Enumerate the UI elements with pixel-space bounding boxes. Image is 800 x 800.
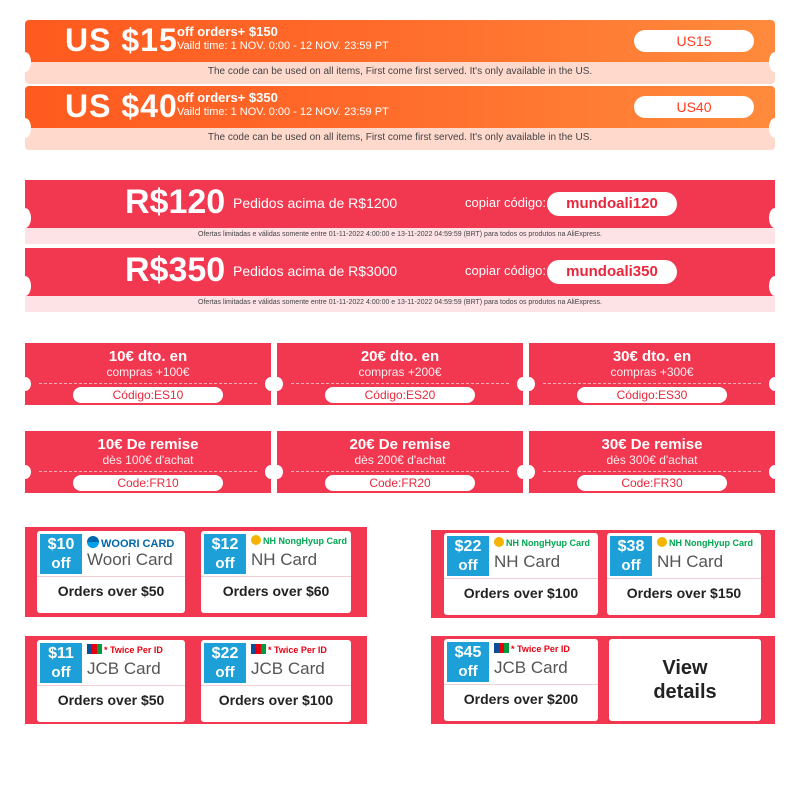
us-coupon-header — [25, 20, 775, 62]
coupon-subtitle: dès 200€ d'achat — [354, 453, 446, 467]
ticket-notch — [277, 377, 283, 391]
coupon-title: 30€ dto. en — [612, 348, 692, 365]
es-coupon-30 — [529, 343, 775, 405]
coupon-condition: off orders+ $150 — [177, 24, 278, 39]
divider — [291, 383, 509, 384]
coupon-code-button[interactable]: Código:ES10 — [73, 387, 223, 403]
logo-text: * Twice Per ID — [104, 645, 163, 655]
discount-badge — [447, 642, 489, 682]
jcb-logo-icon — [494, 643, 509, 653]
discount-badge — [40, 643, 82, 683]
card-coupon-group-jcb-2 — [431, 636, 775, 724]
coupon-note: The code can be used on all items, First come first served. It's only available in the US. — [207, 66, 593, 77]
orders-threshold: Orders over $50 — [57, 692, 165, 708]
br-coupon-350 — [25, 248, 775, 312]
card-coupon-header — [37, 640, 185, 686]
badge-amount: $10 — [47, 536, 75, 553]
orders-threshold: Orders over $60 — [222, 583, 330, 599]
logo-text: NH NongHyup Card — [506, 538, 590, 548]
woori-card-logo — [87, 536, 174, 550]
coupon-subtitle: compras +300€ — [610, 365, 694, 379]
us-coupon-40 — [25, 86, 775, 150]
card-coupon-header — [444, 639, 598, 685]
card-coupon-jcb-22[interactable] — [201, 640, 351, 722]
logo-text: * Twice Per ID — [268, 645, 327, 655]
card-coupon-nh-38[interactable] — [607, 533, 761, 615]
coupon-amount: US $40 — [65, 88, 178, 124]
badge-off: off — [458, 663, 478, 680]
coupon-code-button[interactable]: US15 — [634, 30, 754, 52]
logo-text: WOORI CARD — [101, 538, 175, 550]
card-coupon-header — [201, 531, 351, 577]
card-name: JCB Card — [494, 658, 568, 677]
coupon-note: Ofertas limitadas e válidas somente entre 01-11-2022 4:00:00 e 13-11-2022 04:59:59 (BRT) para todos os produtos na AliExpress. — [198, 299, 602, 306]
divider — [39, 383, 257, 384]
nh-card-logo — [251, 535, 347, 546]
nh-logo-icon — [494, 537, 504, 547]
coupon-title: 20€ De remise — [349, 436, 451, 453]
view-details-button[interactable] — [609, 639, 761, 721]
coupon-code-button[interactable]: mundoali120 — [547, 192, 677, 216]
es-coupon-10 — [25, 343, 271, 405]
coupon-condition: off orders+ $350 — [177, 90, 278, 105]
card-name: NH Card — [251, 550, 318, 569]
coupon-title: 20€ dto. en — [360, 348, 440, 365]
jcb-logo-icon — [251, 644, 266, 654]
us-coupon-header — [25, 86, 775, 128]
badge-amount: $22 — [211, 645, 239, 662]
jcb-card-logo — [251, 644, 327, 655]
ticket-notch — [529, 377, 535, 391]
badge-amount: $11 — [48, 645, 74, 662]
copy-code-label: copiar código: — [465, 195, 546, 210]
divider — [543, 471, 761, 472]
jcb-card-logo — [494, 643, 570, 654]
badge-amount: $38 — [617, 538, 645, 555]
br-coupon-120 — [25, 180, 775, 244]
coupon-title: 10€ dto. en — [108, 348, 188, 365]
badge-off: off — [458, 557, 478, 574]
nh-logo-icon — [251, 535, 261, 545]
card-name: NH Card — [494, 552, 561, 571]
card-coupon-header — [37, 531, 185, 577]
divider — [39, 471, 257, 472]
card-name: Woori Card — [87, 550, 173, 569]
coupon-code-button[interactable]: US40 — [634, 96, 754, 118]
card-name: JCB Card — [87, 659, 161, 678]
nh-logo-icon — [657, 537, 667, 547]
orders-threshold: Orders over $150 — [626, 585, 742, 601]
logo-text: NH NongHyup Card — [669, 538, 753, 548]
coupon-subtitle: compras +100€ — [106, 365, 190, 379]
ticket-notch — [769, 52, 775, 72]
coupon-title: 30€ De remise — [601, 436, 703, 453]
card-coupon-jcb-11[interactable] — [37, 640, 185, 722]
discount-badge — [204, 534, 246, 574]
coupon-amount: R$350 — [125, 251, 226, 289]
br-coupon-header — [25, 248, 775, 296]
ticket-notch — [769, 276, 775, 296]
coupon-code-button[interactable]: Code:FR30 — [577, 475, 727, 491]
coupon-code-button[interactable]: Código:ES20 — [325, 387, 475, 403]
jcb-logo-icon — [87, 644, 102, 654]
badge-off: off — [621, 557, 641, 574]
logo-text: NH NongHyup Card — [263, 536, 347, 546]
coupon-code-button[interactable]: Código:ES30 — [577, 387, 727, 403]
orders-threshold: Orders over $200 — [463, 691, 579, 707]
divider — [543, 383, 761, 384]
us-coupon-footer — [25, 128, 775, 150]
ticket-notch — [265, 465, 271, 479]
woori-logo-icon — [87, 536, 99, 548]
card-coupon-group-korea-1 — [25, 527, 367, 617]
card-name: NH Card — [657, 552, 724, 571]
badge-off: off — [51, 555, 71, 572]
discount-badge — [204, 643, 246, 683]
us-coupon-footer — [25, 62, 775, 84]
discount-badge — [40, 534, 82, 574]
ticket-notch — [769, 208, 775, 228]
coupon-valid-time: Vaild time: 1 NOV. 0:00 - 12 NOV. 23:59 PT — [177, 40, 389, 52]
card-name: JCB Card — [251, 659, 325, 678]
coupon-code-button[interactable]: mundoali350 — [547, 260, 677, 284]
ticket-notch — [769, 118, 775, 138]
card-coupon-header — [444, 533, 598, 579]
coupon-note: The code can be used on all items, First come first served. It's only available in the US. — [207, 132, 593, 143]
coupon-condition: Pedidos acima de R$1200 — [233, 195, 398, 211]
badge-off: off — [215, 664, 235, 681]
coupon-code-button[interactable]: Code:FR20 — [325, 475, 475, 491]
view-details-line1: View — [662, 657, 708, 679]
ticket-notch — [769, 377, 775, 391]
discount-badge — [610, 536, 652, 576]
card-coupon-group-jcb-1 — [25, 636, 367, 724]
divider — [291, 471, 509, 472]
jcb-card-logo — [87, 644, 163, 655]
coupon-amount: US $15 — [65, 22, 178, 58]
badge-amount: $45 — [454, 644, 482, 661]
ticket-notch — [517, 377, 523, 391]
discount-badge — [447, 536, 489, 576]
coupon-subtitle: dès 100€ d'achat — [102, 453, 194, 467]
card-coupon-jcb-45[interactable] — [444, 639, 598, 721]
badge-amount: $22 — [454, 538, 482, 555]
ticket-notch — [769, 465, 775, 479]
es-coupon-20 — [277, 343, 523, 405]
us-coupon-15 — [25, 20, 775, 84]
coupon-code-button[interactable]: Code:FR10 — [73, 475, 223, 491]
badge-off: off — [215, 555, 235, 572]
ticket-notch — [25, 465, 31, 479]
ticket-notch — [265, 377, 271, 391]
fr-coupon-30 — [529, 431, 775, 493]
card-coupon-nh-22[interactable] — [444, 533, 598, 615]
badge-amount: $12 — [211, 536, 239, 553]
orders-threshold: Orders over $100 — [463, 585, 579, 601]
orders-threshold: Orders over $50 — [57, 583, 165, 599]
nh-card-logo — [657, 537, 753, 548]
fr-coupon-20 — [277, 431, 523, 493]
badge-off: off — [51, 664, 71, 681]
br-coupon-footer — [25, 296, 775, 312]
coupon-subtitle: compras +200€ — [358, 365, 442, 379]
br-coupon-footer — [25, 228, 775, 244]
ticket-notch — [277, 465, 283, 479]
card-coupon-woori-10[interactable] — [37, 531, 185, 613]
coupon-condition: Pedidos acima de R$3000 — [233, 263, 398, 279]
card-coupon-header — [201, 640, 351, 686]
fr-coupon-10 — [25, 431, 271, 493]
coupon-amount: R$120 — [125, 183, 226, 221]
nh-card-logo — [494, 537, 590, 548]
coupon-subtitle: dès 300€ d'achat — [606, 453, 698, 467]
ticket-notch — [517, 465, 523, 479]
ticket-notch — [529, 465, 535, 479]
view-details-line2: details — [653, 681, 717, 703]
coupon-title: 10€ De remise — [97, 436, 199, 453]
logo-text: * Twice Per ID — [511, 644, 570, 654]
orders-threshold: Orders over $100 — [218, 692, 334, 708]
coupon-valid-time: Vaild time: 1 NOV. 0:00 - 12 NOV. 23:59 PT — [177, 106, 389, 118]
card-coupon-header — [607, 533, 761, 579]
copy-code-label: copiar código: — [465, 263, 546, 278]
card-coupon-nh-12[interactable] — [201, 531, 351, 613]
coupon-note: Ofertas limitadas e válidas somente entre 01-11-2022 4:00:00 e 13-11-2022 04:59:59 (BRT) para todos os produtos na AliExpress. — [198, 231, 602, 238]
br-coupon-header — [25, 180, 775, 228]
ticket-notch — [25, 377, 31, 391]
card-coupon-group-korea-2 — [431, 530, 775, 618]
